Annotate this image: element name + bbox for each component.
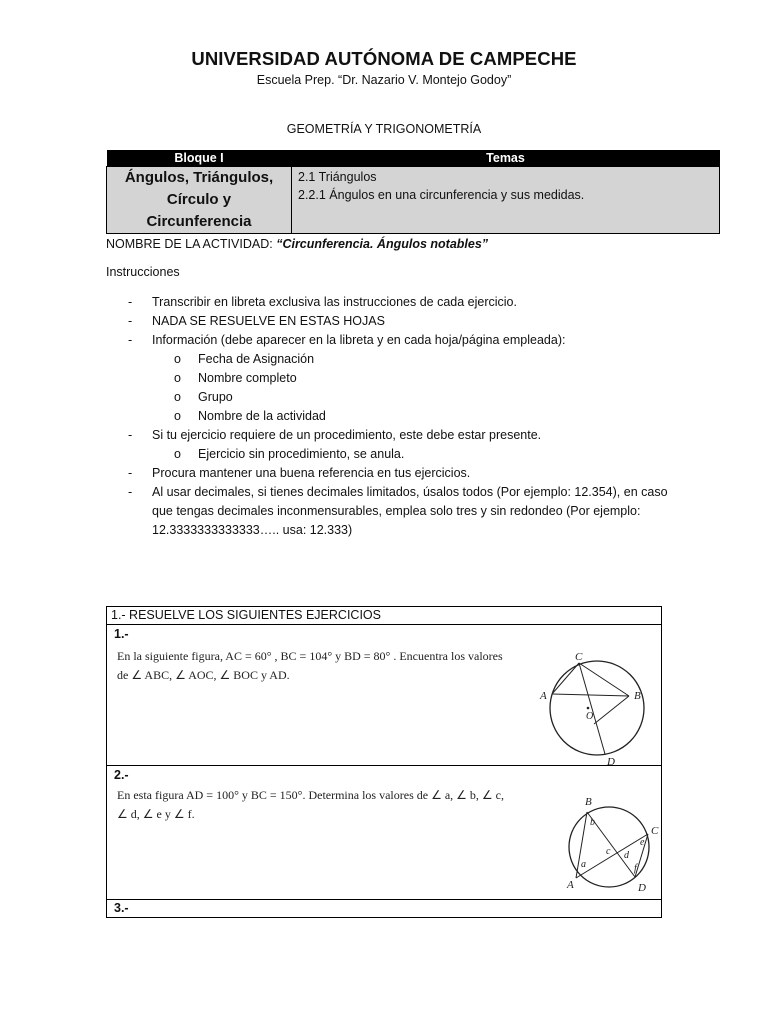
exercise-number: 3.- (114, 901, 129, 915)
topic-item: 2.1 Triángulos (298, 170, 377, 184)
point-label: D (638, 882, 646, 894)
exercise-2 (107, 766, 661, 900)
statement-line: ∠ d, ∠ e y ∠ f. (117, 807, 195, 821)
point-label: B (634, 690, 641, 702)
sub-list-item: o Fecha de Asignación (174, 352, 315, 366)
list-item: - NADA SE RESUELVE EN ESTAS HOJAS (128, 314, 385, 328)
exercises-header: 1.- RESUELVE LOS SIGUIENTES EJERCICIOS (107, 607, 661, 625)
angle-label: a (581, 859, 586, 870)
exercise-number: 1.- (114, 627, 129, 641)
point-label: D (607, 756, 615, 766)
topic-table (106, 150, 720, 234)
block-column-header: Bloque I (107, 150, 292, 167)
angle-label: e (640, 837, 645, 848)
statement-line: de ∠ ABC, ∠ AOC, ∠ BOC y AD. (117, 668, 290, 682)
angle-label: b (590, 817, 595, 828)
exercise-3 (107, 900, 661, 918)
school-name: Escuela Prep. “Dr. Nazario V. Montejo Godoy” (256, 73, 512, 87)
point-label: O (586, 711, 594, 722)
point-label: A (567, 879, 574, 891)
circle-figure-1 (539, 651, 649, 766)
sub-list-item: o Nombre de la actividad (174, 409, 326, 423)
point-label: C (651, 825, 659, 837)
circle-figure-2 (559, 792, 661, 900)
statement-line: En esta figura AD = 100° y BC = 150°. Determina los valores de ∠ a, ∠ b, ∠ c, (117, 788, 504, 802)
list-item: - Transcribir en libreta exclusiva las instrucciones de cada ejercicio. (128, 295, 517, 309)
exercises-table (106, 606, 662, 918)
exercise-1 (107, 625, 661, 766)
topic-item: 2.2.1 Ángulos en una circunferencia y sus medidas. (298, 188, 585, 202)
block-name: Ángulos, Triángulos, Círculo y Circunferencia (107, 167, 292, 234)
angle-label: d (624, 850, 629, 861)
statement-line: En la siguiente figura, AC = 60° , BC = 104° y BD = 80° . Encuentra los valores (117, 649, 503, 663)
exercise-statement (117, 647, 503, 685)
exercise-number: 2.- (114, 768, 129, 782)
sub-list-item: o Ejercicio sin procedimiento, se anula. (174, 447, 405, 461)
instructions-label: Instrucciones (106, 265, 180, 279)
list-item: - Información (debe aparecer en la libreta y en cada hoja/página empleada): (128, 333, 566, 347)
activity-title: “Circunferencia. Ángulos notables” (276, 237, 489, 251)
subject-title: GEOMETRÍA Y TRIGONOMETRÍA (286, 122, 482, 136)
angle-label: c (606, 846, 611, 857)
activity-name (106, 237, 488, 251)
list-item: - Si tu ejercicio requiere de un procedimiento, este debe estar presente. (128, 428, 542, 442)
sub-list-item: o Nombre completo (174, 371, 297, 385)
topics-column-header: Temas (292, 150, 720, 167)
sub-list-item: o Grupo (174, 390, 233, 404)
list-item: - Al usar decimales, si tienes decimales limitados, úsalos todos (Por ejemplo: 12.354), en caso que tengas decimales inconmensurables, emplea solo tres y sin redondeo (Por ejemplo: 12.3333333333333….. usa: 12.333) (128, 485, 668, 537)
angle-label: f (634, 863, 637, 874)
activity-label: NOMBRE DE LA ACTIVIDAD: (106, 237, 277, 251)
point-label: A (540, 690, 547, 702)
point-label: C (575, 651, 583, 663)
point-label: B (585, 796, 592, 808)
list-item: - Procura mantener una buena referencia en tus ejercicios. (128, 466, 471, 480)
exercise-statement (117, 786, 504, 824)
university-title: UNIVERSIDAD AUTÓNOMA DE CAMPECHE (191, 48, 577, 69)
instructions-list (128, 293, 668, 540)
topics-cell (292, 167, 720, 234)
